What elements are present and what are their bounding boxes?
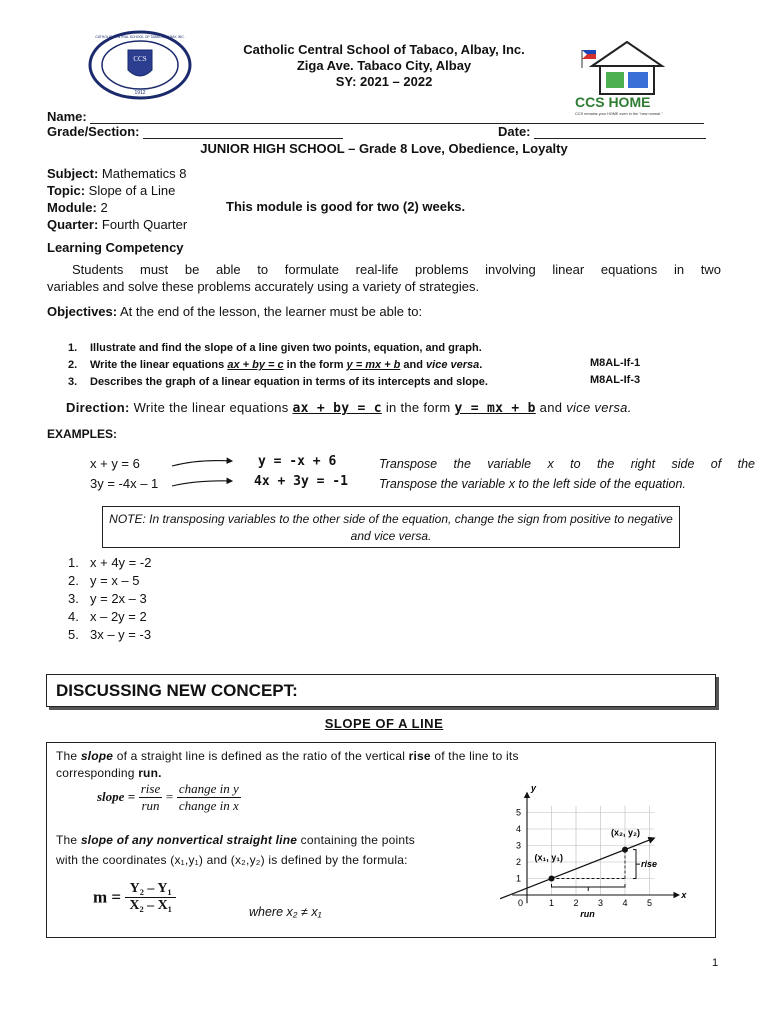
concept-heading: DISCUSSING NEW CONCEPT:: [56, 681, 298, 700]
objective-item: 1. Illustrate and find the slope of a line given two points, equation, and graph.: [68, 342, 482, 354]
date-label: Date:: [498, 124, 531, 139]
direction: [66, 400, 632, 416]
point-2: [622, 847, 628, 853]
objectives-label: Objectives:: [47, 304, 118, 319]
m-fraction: $\frac{\text{Y₂ – Y₁}}{\text{X₂ – X₁}}$: [125, 881, 176, 914]
competency-text: [47, 261, 721, 295]
objective-item: 2. Write the linear equations ax + by = c in the form y = mx + b and vice versa.: [68, 359, 483, 371]
run-label: run: [580, 909, 595, 919]
slope-definition-box: [46, 742, 716, 938]
objectives-list: [68, 340, 488, 391]
slope-formula: slope = $\frac{\text{rise}}{\text{run}}$ = $\frac{\text{change in y}}{\text{change in x}}$: [97, 781, 239, 813]
objectives-intro-text: At the end of the lesson, the learner must be able to:: [120, 304, 423, 319]
name-field[interactable]: [47, 109, 704, 124]
note-box: NOTE: In transposing variables to the other side of the equation, change the sign from positive to negative and vice versa.: [102, 506, 680, 548]
exercise-item: 1. x + 4y = -2: [68, 555, 152, 570]
exercise-item: 5. 3x – y = -3: [68, 627, 152, 642]
topic-value: Slope of a Line: [88, 183, 176, 198]
slope-definition: The slope of a straight line is defined as the ratio of the vertical rise of the line to its corresponding run.: [56, 749, 519, 780]
rise-bracket: [633, 850, 640, 879]
slope-subheading: SLOPE OF A LINE: [324, 716, 444, 731]
quarter-label: Quarter:: [47, 217, 99, 232]
topic-label: Topic:: [47, 183, 86, 198]
direction-label: Direction:: [66, 400, 130, 415]
seal-year: 1912: [134, 90, 146, 96]
name-label: Name:: [47, 109, 87, 124]
subject-value: Mathematics 8: [101, 166, 187, 181]
competency-code: M8AL-If-3: [590, 374, 641, 386]
exercise-item: 2. y = x – 5: [68, 573, 140, 588]
example-result: y = -x + 6: [258, 454, 337, 469]
grade-blank[interactable]: [143, 127, 343, 139]
example-result: 4x + 3y = -1: [254, 474, 348, 489]
x-tick-label: 4: [622, 898, 628, 908]
point-1-label: (x₁, y₁): [534, 852, 563, 863]
subject-label: Subject:: [47, 166, 99, 181]
date-field[interactable]: [498, 124, 706, 139]
exercise-list: [68, 554, 151, 644]
date-blank[interactable]: [534, 127, 706, 139]
quarter-value: Fourth Quarter: [101, 217, 188, 232]
y-axis-label: y: [531, 783, 537, 794]
subject-info: [47, 165, 187, 233]
ccs-home-tagline: CCS remains your HOME even in the "new normal.": [575, 112, 663, 116]
module-note: This module is good for two (2) weeks.: [226, 199, 466, 214]
school-name: Catholic Central School of Tabaco, Albay, Inc.: [243, 42, 525, 57]
class-line: JUNIOR HIGH SCHOOL – Grade 8 Love, Obedience, Loyalty: [200, 141, 568, 156]
y-tick-label: 2: [516, 857, 522, 867]
objectives-intro: [47, 304, 422, 319]
origin-label: 0: [518, 898, 524, 908]
competency-line-1: Students must be able to formulate real-life problems involving linear equations in two: [72, 262, 721, 277]
fraction-change: $\frac{\text{change in y}}{\text{change in x}}$: [178, 781, 239, 813]
module-label: Module:: [47, 200, 97, 215]
ccs-home-text: CCS HOME: [575, 94, 651, 110]
m-label: m =: [93, 887, 122, 907]
x-tick-label: 5: [647, 898, 653, 908]
ccs-home-logo: [572, 36, 687, 118]
y-tick-label: 3: [516, 840, 522, 851]
direction-text: Write the linear equations: [133, 400, 289, 415]
objective-item: 3. Describes the graph of a linear equation in terms of its intercepts and slope.: [68, 376, 488, 388]
direction-eq1: ax + by = c: [292, 401, 382, 416]
rise-label: rise: [641, 859, 658, 870]
x-tick-label: 2: [573, 898, 579, 908]
exercise-item: 3. y = 2x – 3: [68, 591, 147, 606]
example-arrows: [168, 453, 238, 493]
y-tick-label: 4: [516, 824, 522, 834]
exercise-item: 4. x – 2y = 2: [68, 609, 147, 624]
grade-label: Grade/Section:: [47, 124, 140, 139]
m-formula: [93, 881, 176, 914]
slope-line: [500, 838, 654, 899]
where-condition: where x₂ ≠ x₁: [249, 905, 322, 919]
example-given: x + y = 6: [90, 456, 140, 471]
arrow-1: [172, 461, 232, 466]
slope-graph: [493, 781, 687, 921]
direction-text: and: [539, 400, 563, 415]
grade-field[interactable]: [47, 124, 343, 139]
example-given: 3y = -4x – 1: [90, 476, 159, 491]
fraction-rise-run: $\frac{\text{rise}}{\text{run}}$: [140, 781, 161, 813]
examples-heading: EXAMPLES:: [47, 427, 118, 441]
x-axis-label: x: [681, 890, 687, 900]
run-bracket: [552, 884, 626, 891]
competency-heading: Learning Competency: [47, 240, 184, 255]
direction-vv: vice versa.: [566, 400, 632, 415]
school-address: Ziga Ave. Tabaco City, Albay: [296, 58, 472, 73]
arrow-2: [172, 481, 232, 486]
x-tick-label: 1: [549, 898, 555, 908]
example-note: Transpose the variable x to the right side of the: [379, 457, 755, 471]
competency-line-2: variables and solve these problems accurately using a variety of strategies.: [47, 279, 480, 294]
seal-letters: CCS: [133, 55, 147, 63]
point-1: [549, 876, 555, 882]
nonvertical-definition: The slope of any nonvertical straight line containing the points with the coordinates (x₁,y₁) and (x₂,y₂) is defined by the formula:: [56, 833, 415, 867]
page-number: 1: [712, 957, 719, 969]
seal-ring-text: CATHOLIC CENTRAL SCHOOL OF TABACO, ALBAY, INC.: [95, 35, 185, 39]
example-note: Transpose the variable x to the left side of the equation.: [379, 477, 686, 491]
point-2-label: (x₂, y₂): [611, 827, 641, 838]
name-blank[interactable]: [90, 112, 704, 124]
school-year: SY: 2021 – 2022: [335, 74, 433, 89]
y-tick-label: 5: [516, 807, 522, 818]
direction-eq2: y = mx + b: [454, 401, 536, 416]
module-value: 2: [100, 200, 108, 215]
direction-text: in the form: [385, 400, 451, 415]
competency-code: M8AL-If-1: [590, 357, 641, 369]
concept-heading-box: [46, 674, 716, 707]
slope-formula-label: slope =: [97, 788, 136, 804]
x-tick-label: 3: [598, 898, 604, 908]
y-tick-label: 1: [516, 873, 522, 884]
